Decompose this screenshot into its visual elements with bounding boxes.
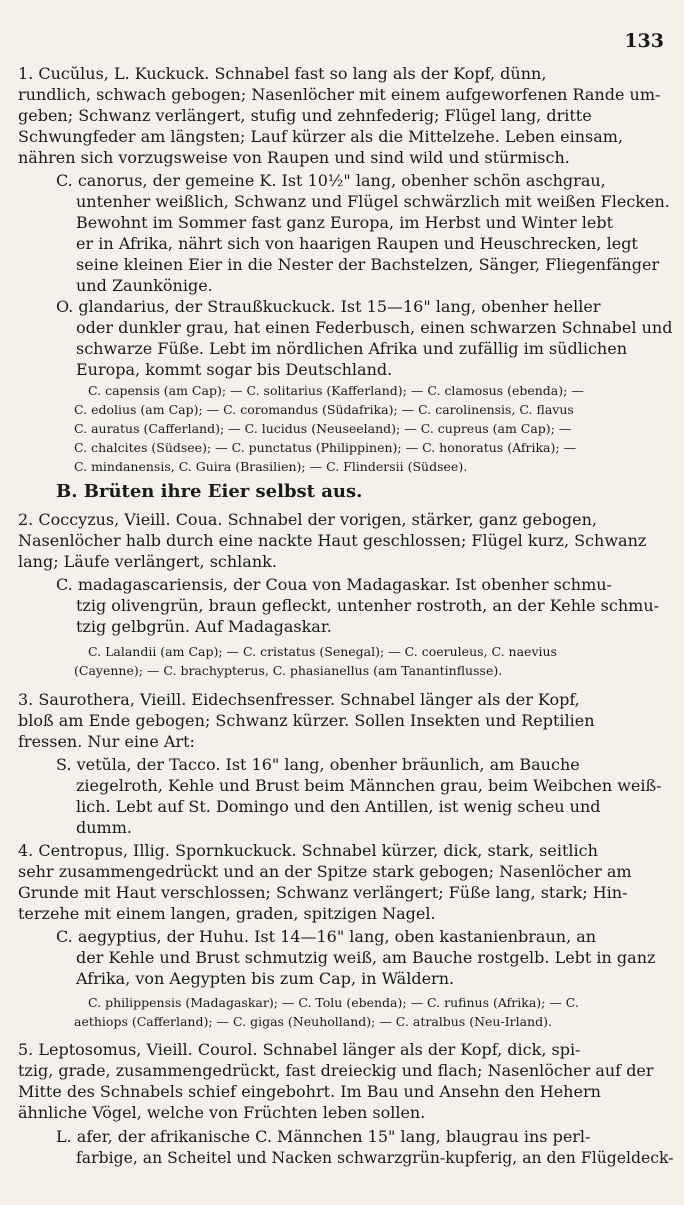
text-line: C. Lalandii (am Cap); — C. cristatus (Senegal); — C. coeruleus, C. naevius bbox=[88, 644, 557, 659]
page-number: 133 bbox=[624, 30, 664, 52]
text-line: C. madagascariensis, der Coua von Madagaskar. Ist obenher schmu- bbox=[56, 575, 612, 594]
text-line: B. Brüten ihre Eier selbst aus. bbox=[56, 481, 363, 502]
text-line: geben; Schwanz verlängert, stufig und zehnfederig; Flügel lang, dritte bbox=[18, 106, 592, 125]
text-line: tzig, grade, zusammengedrückt, fast dreieckig und flach; Nasenlöcher auf der bbox=[18, 1061, 654, 1080]
text-line: sehr zusammengedrückt und an der Spitze stark gebogen; Nasenlöcher am bbox=[18, 862, 632, 881]
text-line: seine kleinen Eier in die Nester der Bachstelzen, Sänger, Fliegenfänger bbox=[76, 255, 660, 274]
text-line: lich. Lebt auf St. Domingo und den Antillen, ist wenig scheu und bbox=[76, 797, 601, 816]
text-line: C. aegyptius, der Huhu. Ist 14—16" lang, oben kastanienbraun, an bbox=[56, 927, 597, 946]
text-line: farbige, an Scheitel und Nacken schwarzgrün-kupferig, an den Flügeldeck- bbox=[76, 1148, 674, 1167]
text-line: und Zaunkönige. bbox=[76, 276, 213, 295]
text-line: Mitte des Schnabels schief eingebohrt. Im Bau und Ansehn den Hehern bbox=[18, 1082, 601, 1101]
text-line: dumm. bbox=[76, 818, 132, 837]
text-line: lang; Läufe verlängert, schlank. bbox=[18, 552, 277, 571]
text-line: ziegelroth, Kehle und Brust beim Männchen grau, beim Weibchen weiß- bbox=[76, 776, 662, 795]
text-line: Afrika, von Aegypten bis zum Cap, in Wäldern. bbox=[76, 969, 455, 988]
text-line: Nasenlöcher halb durch eine nackte Haut geschlossen; Flügel kurz, Schwanz bbox=[18, 531, 647, 550]
text-line: ähnliche Vögel, welche von Früchten leben sollen. bbox=[18, 1103, 426, 1122]
text-line: der Kehle und Brust schmutzig weiß, am Bauche rostgelb. Lebt in ganz bbox=[76, 948, 656, 967]
text-line: C. philippensis (Madagaskar); — C. Tolu (ebenda); — C. rufinus (Afrika); — C. bbox=[88, 995, 579, 1010]
text-line: C. capensis (am Cap); — C. solitarius (Kafferland); — C. clamosus (ebenda); — bbox=[88, 383, 584, 398]
text-line: 5. Leptosomus, Vieill. Courol. Schnabel länger als der Kopf, dick, spi- bbox=[18, 1040, 581, 1059]
text-line: Bewohnt im Sommer fast ganz Europa, im Herbst und Winter lebt bbox=[76, 213, 614, 232]
text-line: rundlich, schwach gebogen; Nasenlöcher mit einem aufgeworfenen Rande um- bbox=[18, 85, 661, 104]
text-line: aethiops (Cafferland); — C. gigas (Neuholland); — C. atralbus (Neu-Irland). bbox=[74, 1014, 552, 1029]
text-line: C. mindanensis, C. Guira (Brasilien); — C. Flindersii (Südsee). bbox=[74, 459, 468, 474]
text-line: O. glandarius, der Straußkuckuck. Ist 15—16" lang, obenher heller bbox=[56, 297, 601, 316]
text-line: C. edolius (am Cap); — C. coromandus (Südafrika); — C. carolinensis, C. flavus bbox=[74, 402, 574, 417]
text-line: schwarze Füße. Lebt im nördlichen Afrika und zufällig im südlichen bbox=[76, 339, 627, 358]
text-line: tzig olivengrün, braun gefleckt, untenher rostroth, an der Kehle schmu- bbox=[76, 596, 660, 615]
text-line: er in Afrika, nährt sich von haarigen Raupen und Heuschrecken, legt bbox=[76, 234, 638, 253]
text-line: bloß am Ende gebogen; Schwanz kürzer. Sollen Insekten und Reptilien bbox=[18, 711, 595, 730]
text-line: L. afer, der afrikanische C. Männchen 15" lang, blaugrau ins perl- bbox=[56, 1127, 591, 1146]
text-line: fressen. Nur eine Art: bbox=[18, 732, 195, 751]
text-line: terzehe mit einem langen, graden, spitzigen Nagel. bbox=[18, 904, 436, 923]
text-line: Europa, kommt sogar bis Deutschland. bbox=[76, 360, 393, 379]
text-line: C. auratus (Cafferland); — C. lucidus (Neuseeland); — C. cupreus (am Cap); — bbox=[74, 421, 572, 436]
text-line: (Cayenne); — C. brachypterus, C. phasianellus (am Tanantinflusse). bbox=[74, 663, 503, 678]
text-line: C. chalcites (Südsee); — C. punctatus (Philippinen); — C. honoratus (Afrika); — bbox=[74, 440, 577, 455]
text-line: S. vetŭla, der Tacco. Ist 16" lang, obenher bräunlich, am Bauche bbox=[56, 755, 580, 774]
text-line: 2. Coccyzus, Vieill. Coua. Schnabel der vorigen, stärker, ganz gebogen, bbox=[18, 510, 597, 529]
text-line: Grunde mit Haut verschlossen; Schwanz verlängert; Füße lang, stark; Hin- bbox=[18, 883, 628, 902]
text-line: C. canorus, der gemeine K. Ist 10½" lang, obenher schön aschgrau, bbox=[56, 171, 606, 190]
text-line: untenher weißlich, Schwanz und Flügel schwärzlich mit weißen Flecken. bbox=[76, 192, 670, 211]
text-line: oder dunkler grau, hat einen Federbusch, einen schwarzen Schnabel und bbox=[76, 318, 673, 337]
text-line: 3. Saurothera, Vieill. Eidechsenfresser. Schnabel länger als der Kopf, bbox=[18, 690, 580, 709]
text-line: Schwungfeder am längsten; Lauf kürzer als die Mittelzehe. Leben einsam, bbox=[18, 127, 624, 146]
text-line: tzig gelbgrün. Auf Madagaskar. bbox=[76, 617, 332, 636]
text-line: nähren sich vorzugsweise von Raupen und sind wild und stürmisch. bbox=[18, 148, 570, 167]
text-line: 4. Centropus, Illig. Spornkuckuck. Schnabel kürzer, dick, stark, seitlich bbox=[18, 841, 598, 860]
text-line: 1. Cucŭlus, L. Kuckuck. Schnabel fast so lang als der Kopf, dünn, bbox=[18, 64, 547, 83]
